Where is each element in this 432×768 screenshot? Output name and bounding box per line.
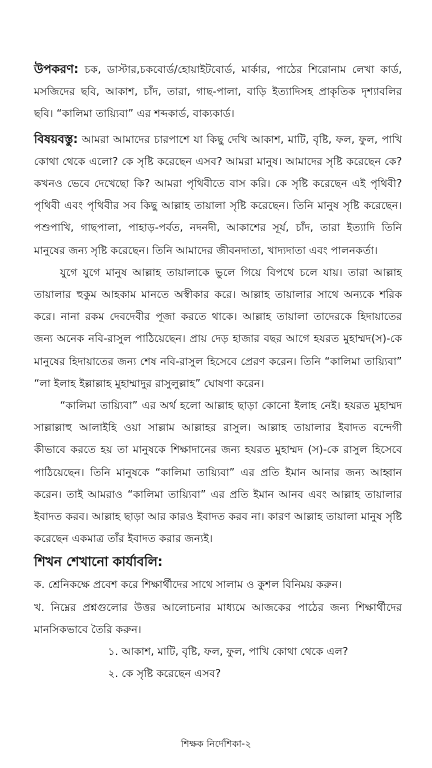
activities-heading: শিখন শেখানো কার্যাবলি: <box>34 555 163 571</box>
question-item-2: ২. কে সৃষ্টি করেছেন এসব? <box>108 668 221 681</box>
content-paragraph-2: যুগে যুগে মানুষ আল্লাহ তায়ালাকে ভুলে গিয়ে বিপথে চলে যায়। তারা আল্লাহ তায়ালার হুকুম আহকাম মানতে অস্বীকার করে। আল্লাহ তায়ালার সাথে অন্যকে শরিক করে। নানা রকম দেবদেবীর পূজা করতে থাকে। আল্লাহ তায়ালা তাদেরকে হিদায়াতের জন্য অনেক নবি-রাসুল পাঠিয়েছেন। প্রায় দেড় হাজার বছর আগে হযরত মুহাম্মদ(স)-কে মানুষের হিদায়াতের জন্য শেষ নবি-রাসুল হিসেবে প্রেরণ করেন। তিনি “কালিমা তায়্যিবা” “লা ইলাহ ইল্লাল্লাহ মুহাম্মাদুর রাসুলুল্লাহ” ঘোষণা করেন। <box>34 266 403 390</box>
question-item-1: ১. আকাশ, মাটি, বৃষ্টি, ফল, ফুল, পাখি কোথা থেকে এল? <box>108 646 349 659</box>
content-text-1: আমরা আমাদের চারপাশে যা কিছু দেখি আকাশ, মাটি, বৃষ্টি, ফল, ফুল, পাখি কোথা থেকে এলো? কে সৃষ্টি করেছেন এসব? আমরা মানুষ। আমাদের সৃষ্টি করেছেন কে? কখনও ভেবে দেখেছো কি? আমরা পৃথিবীতে বাস করি। কে সৃষ্টি করেছেন এই পৃথিবী? পৃথিবী এবং পৃথিবীর সব কিছু আল্লাহ তায়ালা সৃষ্টি করেছেন। তিনি মানুষ সৃষ্টি করেছেন। পশুপাখি, গাছপালা, পাহাড়-পর্বত, নদনদী, আকাশের সূর্য, চাঁদ, তারা ইত্যাদি তিনি মানুষের জন্য সৃষ্টি করেছেন। তিনি আমাদের জীবনদাতা, খাদ্যদাতা এবং পালনকর্তা। <box>34 133 402 257</box>
page-footer: শিক্ষক নির্দেশিকা-২ <box>180 739 252 750</box>
activity-step-a: ক. শ্রেনিকক্ষে প্রবেশ করে শিক্ষার্থীদের সাথে সালাম ও কুশল বিনিময় করুন। <box>34 579 342 592</box>
content-label: বিষয়বস্তু: <box>34 131 78 146</box>
materials-text: চক, ডাস্টার,চকবোর্ড/হোয়াইটবোর্ড, মার্কার, পাঠের শিরোনাম লেখা কার্ড, মসজিদের ছবি, আকাশ, চাঁদ, তারা, গাছ-পালা, বাড়ি ইত্যাদিসহ প্রাকৃতিক দৃশ্যাবলির ছবি। “কালিমা তায়্যিবা” এর শব্দকার্ড, বাক্যকার্ড। <box>34 64 402 121</box>
question-list <box>34 641 402 685</box>
content-paragraph-1 <box>34 128 402 262</box>
materials-paragraph <box>34 58 402 126</box>
materials-label: উপকরণ: <box>34 62 79 76</box>
content-paragraph-3: “কালিমা তায়্যিবা” এর অর্থ হলো আল্লাহ ছাড়া কোনো ইলাহ নেই। হযরত মুহাম্মদ সাল্লাল্লাহু আলাইহি ওয়া সাল্লাম আল্লাহর রাসুল। আল্লাহ তায়ালার ইবাদত বন্দেগী কীভাবে করতে হয় তা মানুষকে শিক্ষাদানের জন্য হযরত মুহাম্মদ (স)-কে রাসুল হিসেবে পাঠিয়েছেন। তিনি মানুষকে “কালিমা তায়্যিবা” এর প্রতি ইমান আনার জন্য আহ্বান করেন। তাই আমরাও “কালিমা তায়্যিবা” এর প্রতি ইমান আনব এবং আল্লাহ তায়ালার ইবাদত করব। আল্লাহ ছাড়া আর কারও ইবাদত করব না। কারণ আল্লাহ তায়ালা মানুষ সৃষ্টি করেছেন একমাত্র তাঁর ইবাদত করার জন্যই। <box>34 400 402 546</box>
activity-step-b: খ. নিম্নের প্রশ্নগুলোর উত্তর আলোচনার মাধ্যমে আজকের পাঠের জন্য শিক্ষার্থীদের মানসিকভাবে তৈরি করুন। <box>34 601 402 636</box>
